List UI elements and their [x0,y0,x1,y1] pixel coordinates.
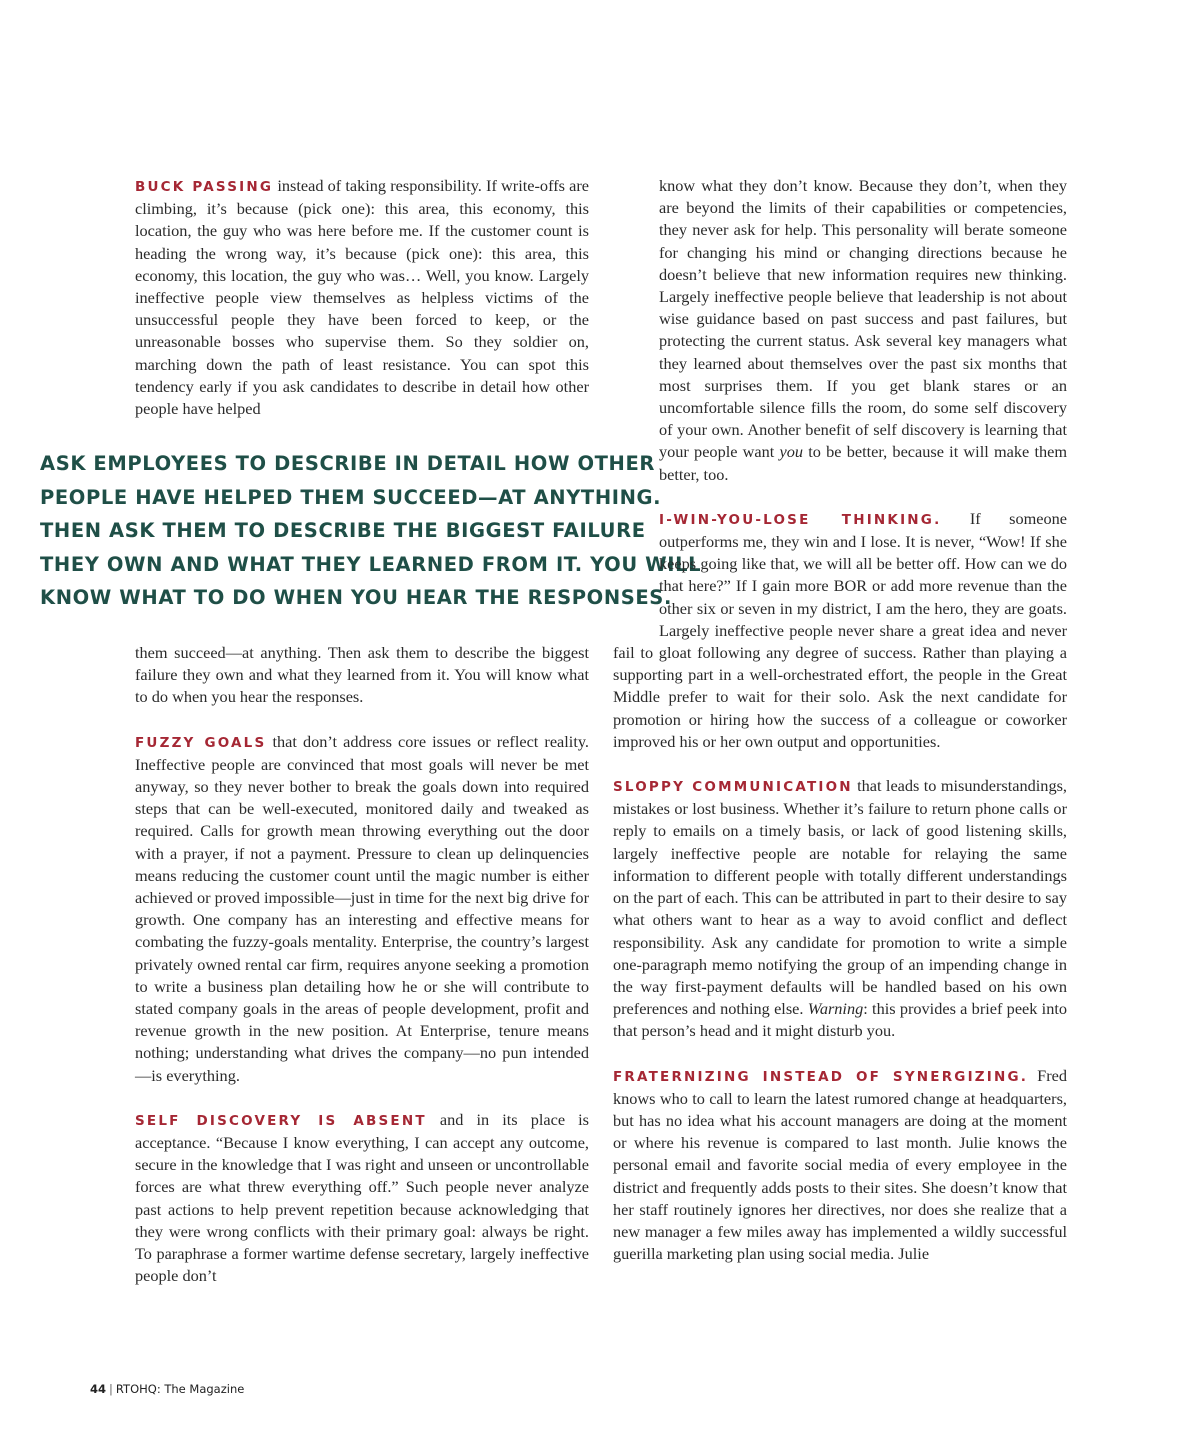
left-column-bottom [135,642,589,1287]
fraternizing-paragraph [613,1065,1067,1266]
pull-quote-line: ASK EMPLOYEES TO DESCRIBE IN DETAIL HOW OTHER [40,452,655,475]
page-number: 44 [90,1382,107,1396]
warning-emphasis: Warning [807,999,864,1019]
pull-quote-line: THEN ASK THEM TO DESCRIBE THE BIGGEST FAILURE [40,519,646,542]
self-discovery-paragraph [135,1109,589,1288]
i-win-heading: I-WIN-YOU-LOSE THINKING. [659,511,942,528]
publication-name: RTOHQ: The Magazine [115,1382,245,1396]
emphasis-you: you [779,442,804,462]
fuzzy-goals-heading: FUZZY GOALS [135,734,267,751]
sloppy-communication-text: that leads to misunderstandings, mistakes or lost business. Whether it’s failure to return phone calls or reply to emails on a timely basis, or lack of good listening skills, largely ineffective people are notable for relaying the same information to different people with totally different understandings on the part of each. This can be attributed in part to their desire to say what others want to hear as a way to avoid conflict and deflect responsibility. Ask any candidate for promotion to write a simple one-paragraph memo notifying the group of an impending change in the way first-payment defaults will be handled based on his own preferences and nothing else. [613,776,1067,1019]
pull-quote-wrap-spacer [613,419,659,641]
continuation-text: know what they don’t know. Because they don’t, when they are beyond the limits of their capabilities or competencies, they never ask for help. This personality will berate someone for changing his mind or changing directions because he doesn’t believe that new information requires new thinking. Largely ineffective people believe that leadership is not about wise guidance based on past success and past failures, but protecting the current status. Ask several key managers what they learned about themselves over the past six months that most surprises them. If you get blank stares or an uncomfortable silence fills the room, do some self discovery of your own. Another benefit of self discovery is learning that your people want [659,176,1067,462]
self-discovery-heading: SELF DISCOVERY IS ABSENT [135,1112,427,1129]
buck-passing-paragraph [135,175,589,420]
pull-quote-line: PEOPLE HAVE HELPED THEM SUCCEED—AT ANYTHING. [40,485,662,509]
sloppy-communication-text-end: : this provides a brief peek into that person’s head and it might disturb you. [613,999,1068,1041]
pull-quote-line: THEY OWN AND WHAT THEY LEARNED FROM IT. YOU WILL [40,552,702,576]
i-win-text: If someone outperforms me, they win and I lose. It is never, “Wow! If she keeps going like that, we will all be better off. How can we do that here?” If I gain more BOR or add more revenue than the other six or seven in my district, I am the hero, they are goats. Largely ineffective people never share a great idea and never fail to gloat following any degree of success. Rather than playing a supporting part in a well-orchestrated effort, the people in the Great Middle prefer to wait for their solo. Ask the next candidate for promotion or hiring how the success of a colleague or coworker improved his or her own output and opportunities. [613,508,1067,751]
continuation-text-end: to be better, because it will make them better, too. [659,442,1067,484]
sloppy-communication-paragraph [613,775,1067,1042]
buck-passing-heading: BUCK PASSING [135,179,274,195]
left-column-top [135,175,589,420]
self-discovery-text: and in its place is acceptance. “Because I know everything, I can accept any outcome, secure in the knowledge that I was right and unseen or uncontrollable forces are what threw everything off.” Such people never analyze past actions to help prevent repetition because acknowledging that they were wrong conflicts with their primary goal: always be right. To paraphrase a former wartime defense secretary, largely ineffective people don’t [135,1109,590,1286]
page-footer [90,1382,244,1396]
self-discovery-continuation [613,175,1067,486]
i-win-paragraph [613,508,1067,753]
pull-quote-line: KNOW WHAT TO DO WHEN YOU HEAR THE RESPONSES. [40,586,672,609]
fraternizing-text: Fred knows who to call to learn the latest rumored change at headquarters, but has no idea what his account managers are doing at the moment or where his revenue is compared to last month. Julie knows the personal email and favorite social media of every employee in the district and frequently adds posts to their sites. She doesn’t know that her staff routinely ignores her directives, nor does she realize that a new manager a few miles away has implemented a wildly successful guerilla marketing plan using social media. Julie [613,1065,1067,1264]
continuation-paragraph: them succeed—at anything. Then ask them to describe the biggest failure they own and what they learned from it. You will know what to do when you hear the responses. [135,643,589,707]
right-column [613,175,1067,1265]
pull-quote [40,447,702,615]
footer-separator: | [109,1382,113,1396]
buck-passing-text: instead of taking responsibility. If write-offs are climbing, it’s because (pick one): this area, this economy, this location, the guy who was here before me. If the customer count is heading the wrong way, it’s because (pick one): this area, this economy, this location, the guy who was… Well, you know. Largely ineffective people view themselves as helpless victims of the unsuccessful people they have been forced to keep, or the unreasonable bosses who supervise them. So they soldier on, marching down the path of least resistance. You can spot this tendency early if you ask candidates to describe in detail how other people have helped [135,176,589,419]
fuzzy-goals-text: that don’t address core issues or reflect reality. Ineffective people are convinced that most goals will never be met anyway, so they never bother to break the goals down into required steps that can be well-executed, monitored daily and tweaked as required. Calls for growth mean throwing everything out the door with a prayer, if not a payment. Pressure to clean up delinquencies means reducing the customer count until the magic number is either achieved or proved impossible—just in time for the next big drive for growth. One company has an interesting and effective means for combating the fuzzy-goals mentality. Enterprise, the country’s largest privately owned rental car firm, requires anyone seeking a promotion to write a business plan detailing how he or she will contribute to stated company goals in the areas of people development, profit and revenue growth in the new position. At Enterprise, tenure means nothing; understanding what drives the company—no pun intended—is everything. [135,731,589,1085]
sloppy-communication-heading: SLOPPY COMMUNICATION [613,779,853,796]
fraternizing-heading: FRATERNIZING INSTEAD OF SYNERGIZING. [613,1068,1029,1085]
fuzzy-goals-paragraph [135,731,589,1087]
